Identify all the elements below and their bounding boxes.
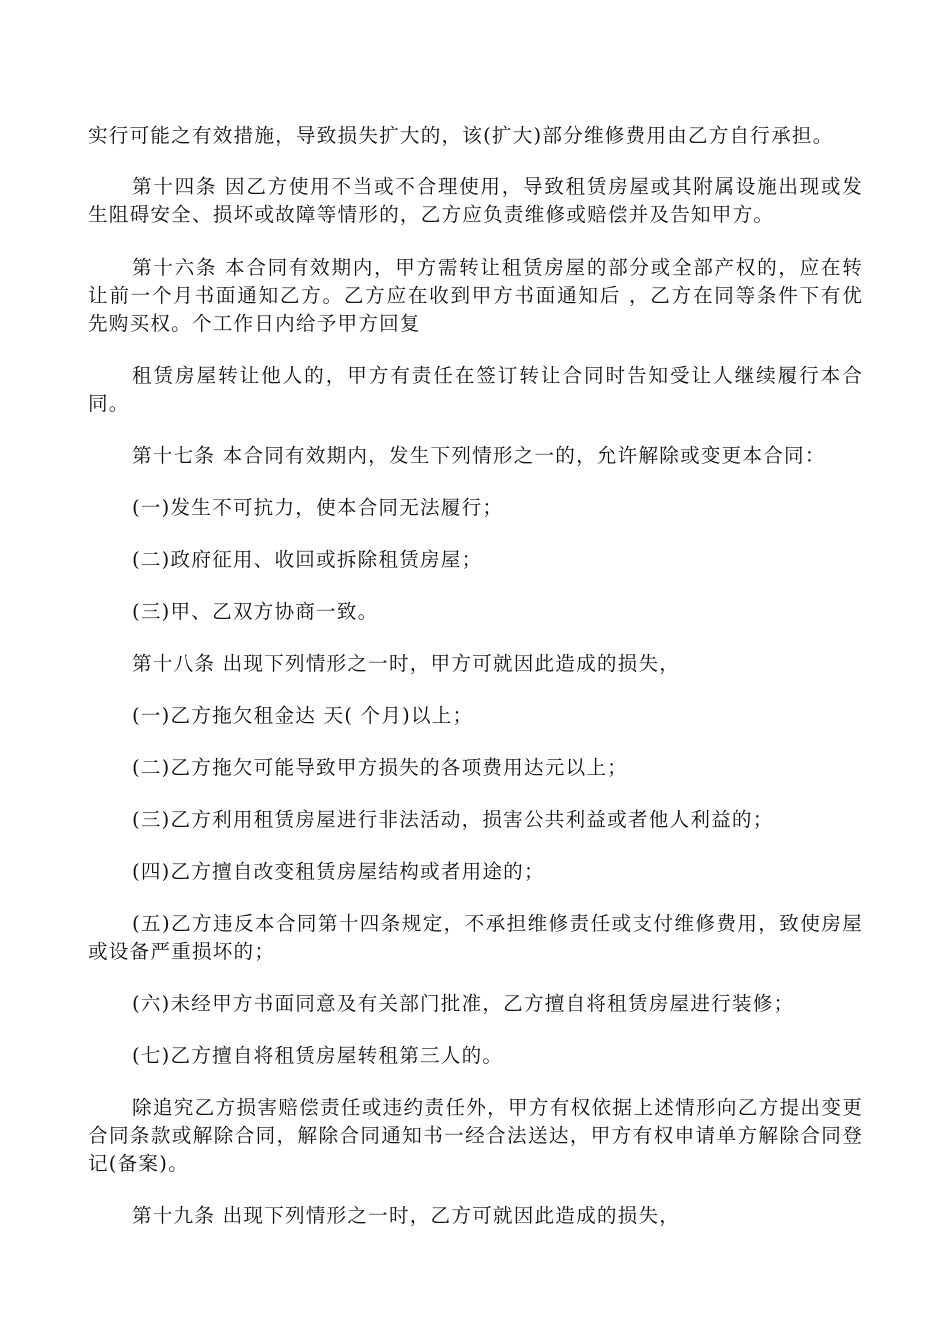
article-18-item-4: (四)乙方擅自改变租赁房屋结构或者用途的； (132, 860, 545, 883)
article-17-item-2: (二)政府征用、收回或拆除租赁房屋； (132, 548, 483, 571)
article-19: 第十九条 出现下列情形之一时，乙方可就因此造成的损失， (132, 1204, 681, 1227)
article-18-item-2: (二)乙方拖欠可能导致甲方损失的各项费用达元以上； (132, 756, 628, 779)
article-16: 第十六条 本合同有效期内，甲方需转让租赁房屋的部分或全部产权的，应在转让前一个月书面通知乙方。乙方应在收到甲方书面通知后 ，乙方在同等条件下有优先购买权。个工作日内给予甲方回复 (88, 256, 863, 335)
article-18-item-6: (六)未经甲方书面同意及有关部门批准，乙方擅自将租赁房屋进行装修； (132, 992, 795, 1015)
remedies-clause: 除追究乙方损害赔偿责任或违约责任外，甲方有权依据上述情形向乙方提出变更合同条款或解除合同，解除合同通知书一经合法送达，甲方有权申请单方解除合同登记(备案)。 (88, 1096, 863, 1175)
article-17-item-1: (一)发生不可抗力，使本合同无法履行； (132, 496, 504, 519)
transfer-clause: 租赁房屋转让他人的，甲方有责任在签订转让合同时告知受让人继续履行本合同。 (88, 364, 863, 415)
article-18-item-3: (三)乙方利用租赁房屋进行非法活动，损害公共利益或者他人利益的； (132, 808, 774, 831)
article-17: 第十七条 本合同有效期内，发生下列情形之一的，允许解除或变更本合同： (132, 444, 826, 467)
article-14: 第十四条 因乙方使用不当或不合理使用，导致租赁房屋或其附属设施出现或发生阻碍安全、损坏或故障等情形的，乙方应负责维修或赔偿并及告知甲方。 (88, 175, 863, 226)
article-18-item-7: (七)乙方擅自将租赁房屋转租第三人的。 (132, 1044, 504, 1067)
article-17-item-3: (三)甲、乙双方协商一致。 (132, 600, 379, 623)
paragraph-continuation: 实行可能之有效措施，导致损失扩大的，该(扩大)部分维修费用由乙方自行承担。 (88, 124, 834, 147)
article-18: 第十八条 出现下列情形之一时，甲方可就因此造成的损失， (132, 652, 681, 675)
article-18-item-1: (一)乙方拖欠租金达 天( 个月)以上； (132, 704, 474, 727)
document-body (88, 122, 863, 1230)
article-18-item-5: (五)乙方违反本合同第十四条规定，不承担维修责任或支付维修费用，致使房屋或设备严重损坏的； (88, 912, 863, 963)
